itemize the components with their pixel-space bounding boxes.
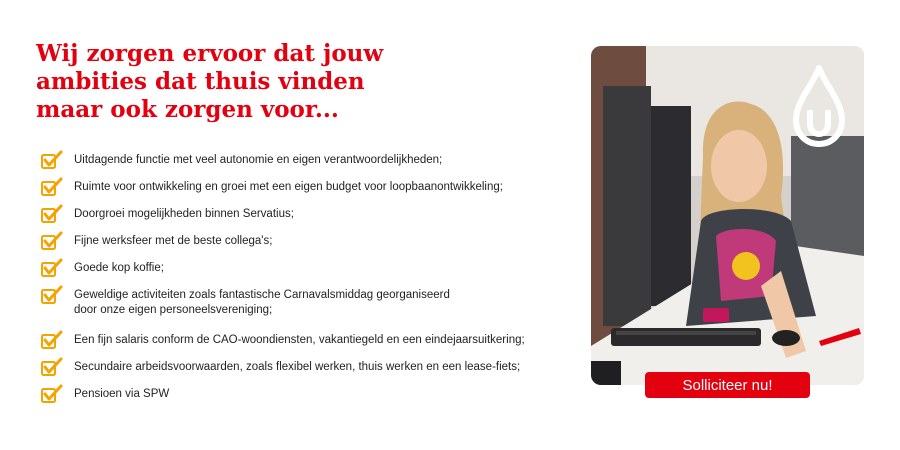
checkbox-check-icon	[40, 330, 64, 350]
employee-photo	[591, 46, 864, 385]
benefit-item	[40, 357, 520, 377]
benefit-text: Pensioen via SPW	[74, 388, 170, 400]
checkbox-check-icon	[40, 285, 64, 305]
title-line-1: Wij zorgen ervoor dat jouw	[36, 40, 384, 67]
title-line-2: ambities dat thuis vinden	[36, 68, 365, 95]
drop-u-logo-icon	[790, 64, 848, 148]
benefit-item	[40, 231, 272, 251]
checkbox-check-icon	[40, 357, 64, 377]
benefit-item	[40, 285, 450, 318]
benefit-text-continued: door onze eigen personeelsvereniging;	[74, 304, 273, 316]
checkbox-check-icon	[40, 177, 64, 197]
page-title	[36, 40, 416, 124]
checkbox-check-icon	[40, 231, 64, 251]
checkbox-check-icon	[40, 150, 64, 170]
checkbox-check-icon	[40, 384, 64, 404]
benefit-text: Doorgroei mogelijkheden binnen Servatius;	[74, 208, 294, 220]
benefit-text: Secundaire arbeidsvoorwaarden, zoals flexibel werken, thuis werken en een lease-fiets;	[74, 361, 521, 373]
benefit-item	[40, 330, 525, 350]
benefit-text: Uitdagende functie met veel autonomie en eigen verantwoordelijkheden;	[74, 154, 443, 166]
benefit-item	[40, 150, 442, 170]
benefit-text: Ruimte voor ontwikkeling en groei met een eigen budget voor loopbaanontwikkeling;	[74, 181, 503, 193]
benefit-item	[40, 258, 164, 278]
checkbox-check-icon	[40, 258, 64, 278]
benefit-text: Fijne werksfeer met de beste collega's;	[74, 235, 273, 247]
benefit-item	[40, 204, 294, 224]
benefit-text: Geweldige activiteiten zoals fantastische Carnavalsmiddag georganiseerd	[74, 289, 450, 301]
benefit-item	[40, 177, 503, 197]
benefit-text: Een fijn salaris conform de CAO-woondiensten, vakantiegeld en een eindejaarsuitkering;	[74, 334, 525, 346]
checkbox-check-icon	[40, 204, 64, 224]
benefit-item	[40, 384, 169, 404]
apply-button[interactable]: Solliciteer nu!	[645, 372, 810, 398]
title-line-3: maar ook zorgen voor...	[36, 96, 339, 123]
benefit-text: Goede kop koffie;	[74, 262, 164, 274]
